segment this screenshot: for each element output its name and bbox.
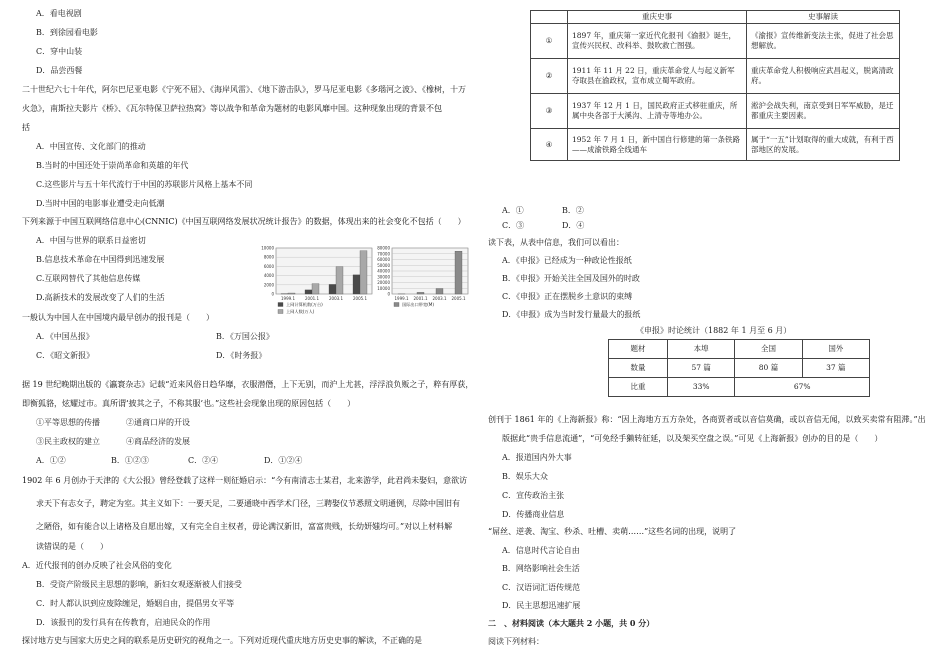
q4-item-2: ②通商口岸的开设: [126, 418, 190, 427]
shenbao-stats-table: [608, 339, 870, 397]
y-tick-label: 50000: [377, 262, 390, 268]
q5-option-d: D．该报刊的发行具有在传教育，启迪民众的作用: [36, 618, 211, 627]
q3-option-b: B．《万国公报》: [216, 332, 274, 341]
table-cell: 1897 年，重庆第一家近代化报刊《渝报》诞生，宣传兴民权、改科举、鼓吹救亡图强。: [568, 24, 747, 59]
table-cell: 1952 年 7 月 1 日，新中国自行修建的第一条铁路——成渝铁路全线通车: [568, 129, 747, 161]
y-tick-label: 80000: [377, 245, 390, 251]
q9-option-d: D．民主思想迅速扩展: [502, 601, 581, 610]
q3-option-a: A．《中国丛报》: [36, 332, 94, 341]
y-tick-label: 10000: [261, 245, 274, 251]
q0-option-b: B．到徐园看电影: [36, 28, 98, 37]
q8-option-b: B．娱乐大众: [502, 472, 548, 481]
q9-option-b: B．网络影响社会生活: [502, 564, 580, 573]
table-cell: 33%: [668, 378, 735, 397]
table-cell: 1911 年 11 月 22 日，重庆革命党人与起义新军夺取县在渝政权，宣布成立蜀军政府。: [568, 59, 747, 94]
q6-option-a: A．①: [502, 206, 524, 215]
q3-option-d: D．《时务报》: [216, 351, 267, 360]
table-row: [531, 59, 900, 94]
table-row: [609, 378, 870, 397]
q4-item-3: ③民主政权的建立: [36, 437, 100, 446]
q5-stem-line: 1902 年 6 月创办于天津的《大公报》曾经登载了这样一则征婚启示：“今有南清志士某君，北来游学，此君尚未娶妇，意欲访: [22, 476, 468, 485]
table-cell: 67%: [735, 378, 870, 397]
q4-option-c: C．②④: [188, 456, 219, 465]
x-tick-label: 2003.1: [329, 296, 343, 301]
x-tick-label: 2005.1: [353, 296, 367, 301]
table-cell: 属于“一五”计划取得的重大成就，有利于西部地区的发展。: [747, 129, 900, 161]
x-tick-label: 1999.1: [281, 296, 295, 301]
q8-stem-line: 创刊于 1861 年的《上海新报》称：“因上海地方五方杂处，各商贾者或以音信莫确，或以音信无闻，以致买卖常有阻滞。”出: [488, 415, 926, 424]
q7-stem: 读下表，从表中信息，我们可以看出：: [488, 238, 624, 247]
q6-option-d: D．④: [562, 221, 585, 230]
bar: [288, 293, 295, 294]
table-header: 本埠: [668, 340, 735, 359]
table-header-row: [531, 11, 900, 24]
q4-option-d: D．①②④: [264, 456, 303, 465]
x-tick-label: 2001.1: [305, 296, 319, 301]
table-cell: 《渝报》宣传维新变法主张，促进了社会思想解放。: [747, 24, 900, 59]
bar: [455, 251, 462, 294]
q3-stem: 一般认为中国人在中国境内最早创办的报刊是（ ）: [22, 313, 214, 322]
x-tick-label: 2005.1: [451, 296, 466, 301]
q8-stem-line: 版据此“贵手信息流通”，“可免经手獭转征延，以及架买空盘之误。”可见《上海新报》创办的目的是（ ）: [502, 434, 883, 443]
y-tick-label: 30000: [377, 274, 390, 280]
bar: [360, 251, 367, 294]
table-cell: ④: [531, 129, 568, 161]
bar: [436, 289, 443, 294]
bandwidth-bar-chart: [372, 240, 472, 326]
read-prompt: 阅读下列材料：: [488, 637, 544, 646]
q6-stem: 探讨地方史与国家大历史之间的联系是历史研究的视角之一。下列对近现代重庆地方历史史事的解读，不正确的是: [22, 636, 422, 645]
y-tick-label: 2000: [263, 282, 274, 288]
y-tick-label: 4000: [263, 273, 274, 279]
q5-option-c: C．时人都认识到应废除缠足，婚姻自由，提倡男女平等: [36, 599, 235, 608]
table-cell: 数量: [609, 359, 668, 378]
table-cell: 淞沪会战失利，南京受到日军军威胁，是迁都重庆主要因素。: [747, 94, 900, 129]
table-row: [609, 359, 870, 378]
q2-option-c: C.互联网替代了其他信息传媒: [36, 274, 141, 283]
q4-item-4: ④商品经济的发展: [126, 437, 190, 446]
q1-stem-line: 二十世纪六七十年代，阿尔巴尼亚电影《宁死不屈》、《海岸风雷》、《地下游击队》，罗马尼亚电影《多瑙河之波》、《橡树，十万: [22, 85, 466, 94]
table-header: 国外: [802, 340, 869, 359]
q9-option-c: C．汉语词汇语传规范: [502, 583, 581, 592]
legend-label: 国际出口带宽(M): [402, 302, 435, 307]
q7-option-c: C．《申报》正在摆脱乡土意识的束缚: [502, 292, 633, 301]
q1-option-c: C.这些影片与五十年代流行于中国的苏联影片风格上基本不同: [36, 180, 253, 189]
q9-stem: “屌丝、逆袭、淘宝、秒杀、吐槽、卖萌……”这些名词的出现，说明了: [488, 527, 737, 536]
bar: [329, 284, 336, 294]
q5-option-a: A．近代报刊的创办反映了社会风俗的变化: [22, 561, 172, 570]
table-header: 史事解读: [747, 11, 900, 24]
q0-option-d: D．品尝西餐: [36, 66, 83, 75]
bar: [417, 292, 424, 294]
q9-option-a: A．信息时代言论自由: [502, 546, 580, 555]
legend-label: 上网计算机数(万台): [286, 302, 323, 307]
q6-option-c: C．③: [502, 221, 525, 230]
q7-option-d: D．《申报》成为当时发行量最大的报纸: [502, 310, 641, 319]
q7-option-a: A．《申报》已经成为一种政论性报纸: [502, 256, 632, 265]
q2-option-a: A．中国与世界的联系日益密切: [36, 236, 146, 245]
table-header: 重庆史事: [568, 11, 747, 24]
q3-option-c: C．《昭文新报》: [36, 351, 95, 360]
bar: [305, 290, 312, 294]
q1-option-b: B.当时的中国还处于崇尚革命和英雄的年代: [36, 161, 189, 170]
x-tick-label: 2001.1: [413, 296, 428, 301]
q1-stem-line: 火急》，南斯拉夫影片《桥》、《瓦尔特保卫萨拉热窝》等以战争和革命为题材的电影风靡中国。这种现象出现的背景不包: [22, 104, 442, 113]
q4-option-b: B．①②③: [111, 456, 149, 465]
q6-option-b: B．②: [562, 206, 584, 215]
q5-stem-line: 读错误的是（ ）: [36, 542, 108, 551]
y-tick-label: 8000: [263, 254, 274, 260]
q8-option-c: C．宣传政治主张: [502, 491, 565, 500]
table-cell: 80 篇: [735, 359, 802, 378]
q8-option-d: D．传播商业信息: [502, 510, 565, 519]
table-header: 题材: [609, 340, 668, 359]
x-tick-label: 1999.1: [394, 296, 409, 301]
q8-option-a: A．报道国内外大事: [502, 453, 572, 462]
y-tick-label: 10000: [377, 285, 390, 291]
q1-stem-line: 括: [22, 123, 30, 132]
table-header: 全国: [735, 340, 802, 359]
table-row: [531, 94, 900, 129]
table-cell: 1937 年 12 月 1 日，国民政府正式移驻重庆，所属中央各部于大溪沟、上清寺等地办公。: [568, 94, 747, 129]
q2-stem: 下列来源于中国互联网络信息中心(CNNIC)《中国互联网络发展状况统计报告》的数据，体现出来的社会变化不包括（ ）: [22, 217, 466, 226]
legend-swatch: [278, 303, 283, 307]
table-row: [531, 129, 900, 161]
bar: [336, 267, 343, 294]
shenbao-table-caption: 《申报》时论统计（1882 年 1 月至 6 月）: [636, 326, 792, 335]
table-cell: 重庆革命党人积极响应武昌起义，脱离清政府。: [747, 59, 900, 94]
legend-swatch: [394, 303, 399, 307]
y-tick-label: 40000: [377, 268, 390, 274]
table-cell: 比重: [609, 378, 668, 397]
y-tick-label: 0: [271, 291, 274, 297]
chongqing-history-table: [530, 10, 900, 161]
bar: [353, 275, 360, 294]
legend-swatch: [278, 310, 283, 314]
y-tick-label: 70000: [377, 251, 390, 257]
bar: [312, 284, 319, 294]
y-tick-label: 20000: [377, 280, 390, 285]
table-cell: 37 篇: [802, 359, 869, 378]
q0-option-c: C．穿中山装: [36, 47, 83, 56]
q2-option-b: B.信息技术革命在中国得到迅速发展: [36, 255, 165, 264]
section-heading: 二 、材料阅读（本大题共 2 小题，共 0 分）: [488, 618, 655, 628]
table-cell: ①: [531, 24, 568, 59]
table-header: [531, 11, 568, 24]
q5-option-b: B．受资产阶级民主思想的影响，新妇女观逐渐被人们接受: [36, 580, 242, 589]
x-tick-label: 2003.1: [432, 296, 447, 301]
table-cell: ③: [531, 94, 568, 129]
y-tick-label: 6000: [263, 263, 274, 269]
y-tick-label: 60000: [377, 257, 390, 262]
q5-stem-line: 之陋俗，如有能合以上诸格及自愿出嫁，又有完全自主权者，毋论满汉新旧，富富贵贱，长幼妍媸均可。”对以上材料解: [36, 522, 453, 531]
q4-stem-line: 据 19 世纪晚期出版的《瀛寰杂志》记载“近来风俗日趋华靡，衣服潜僭，上下无别，而沪上尤甚，浮浮浪负贩之子，粹有厚获，: [22, 380, 474, 389]
q4-option-a: A．①②: [36, 456, 66, 465]
q5-stem-line: 求天下有志女子，聘定为室。其主义如下：一要天足，二要通晓中西学术门径，三聘娶仪节悉照文明通例，尽除中国旧有: [36, 499, 460, 508]
q0-option-a: A．看电视剧: [36, 9, 82, 18]
table-header-row: [609, 340, 870, 359]
q1-option-d: D.当时中国的电影事业遭受走向低潮: [36, 199, 165, 208]
q2-option-d: D.高新技术的发展改变了人们的生活: [36, 293, 165, 302]
table-cell: ②: [531, 59, 568, 94]
q1-option-a: A．中国宣传、文化部门的推动: [36, 142, 146, 151]
legend-label: 上网人数(万人): [286, 309, 315, 314]
table-cell: 57 篇: [668, 359, 735, 378]
y-tick-label: 0: [387, 291, 390, 297]
q4-stem-line: 即衡狐貉，炫耀过市。真所谓‘披其之子，不称其服’也。”这些社会现象出现的原因包括（ ）: [22, 399, 356, 408]
q7-option-b: B．《申报》开始关注全国及国外的时政: [502, 274, 640, 283]
q4-item-1: ①平等思想的传播: [36, 418, 100, 427]
internet-users-bar-chart: [258, 240, 378, 326]
table-row: [531, 24, 900, 59]
